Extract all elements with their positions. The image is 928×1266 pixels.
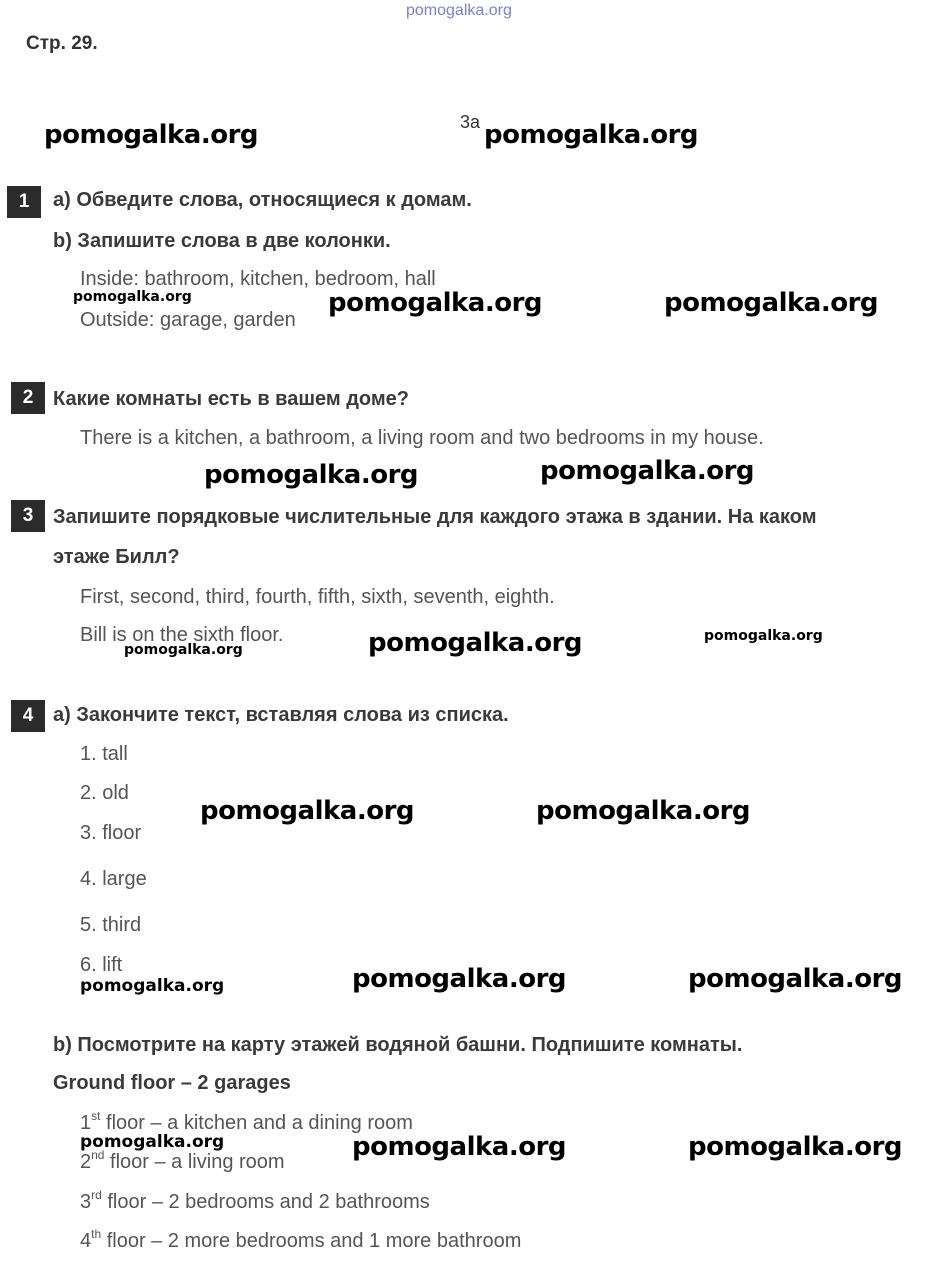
floor-line <box>80 1148 285 1174</box>
watermark: pomogalka.org <box>664 288 879 318</box>
floor-text: floor – 2 bedrooms and 2 bathrooms <box>101 1191 430 1213</box>
list-item: 2. old <box>80 782 129 804</box>
watermark: pomogalka.org <box>688 964 903 994</box>
section-label: 3a <box>460 112 481 132</box>
floor-number: 3 <box>80 1191 92 1213</box>
list-item: 1. tall <box>80 743 128 765</box>
watermark: pomogalka.org <box>536 796 751 826</box>
exercise-3-answer-2: Bill is on the sixth floor. <box>80 624 284 646</box>
watermark: pomogalka.org <box>368 628 583 658</box>
watermark: pomogalka.org <box>704 628 823 644</box>
watermark: pomogalka.org <box>204 460 419 490</box>
floor-line <box>80 1227 522 1253</box>
floor-line <box>80 1188 430 1214</box>
exercise-4-task-b: b) Посмотрите на карту этажей водяной башни. Подпишите комнаты. <box>53 1034 743 1056</box>
list-item: 4. large <box>80 868 147 890</box>
watermark-top: pomogalka.org <box>406 2 512 19</box>
watermark: pomogalka.org <box>352 964 567 994</box>
exercise-1-answer-outside: Outside: garage, garden <box>80 309 296 331</box>
ground-floor-label: Ground floor – 2 garages <box>53 1072 291 1094</box>
exercise-number-badge: 2 <box>11 382 45 414</box>
exercise-number-badge: 3 <box>11 500 45 532</box>
page-number: Стр. 29. <box>26 33 98 54</box>
exercise-number-badge: 4 <box>11 700 45 732</box>
watermark: pomogalka.org <box>44 120 259 150</box>
floor-text: floor – 2 more bedrooms and 1 more bathroom <box>101 1230 522 1252</box>
exercise-number-badge: 1 <box>7 186 41 218</box>
exercise-4-task-a: a) Закончите текст, вставляя слова из списка. <box>53 704 509 726</box>
watermark: pomogalka.org <box>124 642 243 658</box>
watermark: pomogalka.org <box>200 796 415 826</box>
watermark: pomogalka.org <box>540 456 755 486</box>
exercise-3-task-line1: Запишите порядковые числительные для каждого этажа в здании. На каком <box>53 506 817 528</box>
watermark: pomogalka.org <box>688 1132 903 1162</box>
floor-text: floor – a kitchen and a dining room <box>100 1112 413 1134</box>
watermark: pomogalka.org <box>328 288 543 318</box>
watermark: pomogalka.org <box>352 1132 567 1162</box>
exercise-1-answer-inside: Inside: bathroom, kitchen, bedroom, hall <box>80 268 436 290</box>
floor-ordinal-suffix: rd <box>91 1188 102 1202</box>
exercise-3-answer-1: First, second, third, fourth, fifth, sixth, seventh, eighth. <box>80 586 555 608</box>
watermark: pomogalka.org <box>80 1132 225 1152</box>
list-item: 6. lift <box>80 954 123 976</box>
exercise-3-task-line2: этаже Билл? <box>53 546 180 568</box>
exercise-1-task-b: b) Запишите слова в две колонки. <box>53 230 391 252</box>
floor-ordinal-suffix: th <box>91 1227 102 1241</box>
watermark: pomogalka.org <box>80 976 225 996</box>
floor-ordinal-suffix: st <box>91 1109 101 1123</box>
watermark: pomogalka.org <box>484 120 699 150</box>
watermark: pomogalka.org <box>73 289 192 305</box>
list-item: 3. floor <box>80 822 142 844</box>
floor-ordinal-suffix: nd <box>91 1148 105 1162</box>
exercise-2-task: Какие комнаты есть в вашем доме? <box>53 388 409 410</box>
floor-number: 1 <box>80 1112 92 1134</box>
exercise-1-task-a: a) Обведите слова, относящиеся к домам. <box>53 189 472 211</box>
floor-number: 2 <box>80 1151 92 1173</box>
exercise-2-answer: There is a kitchen, a bathroom, a living room and two bedrooms in my house. <box>80 427 764 449</box>
floor-number: 4 <box>80 1230 92 1252</box>
floor-text: floor – a living room <box>104 1151 285 1173</box>
list-item: 5. third <box>80 914 142 936</box>
